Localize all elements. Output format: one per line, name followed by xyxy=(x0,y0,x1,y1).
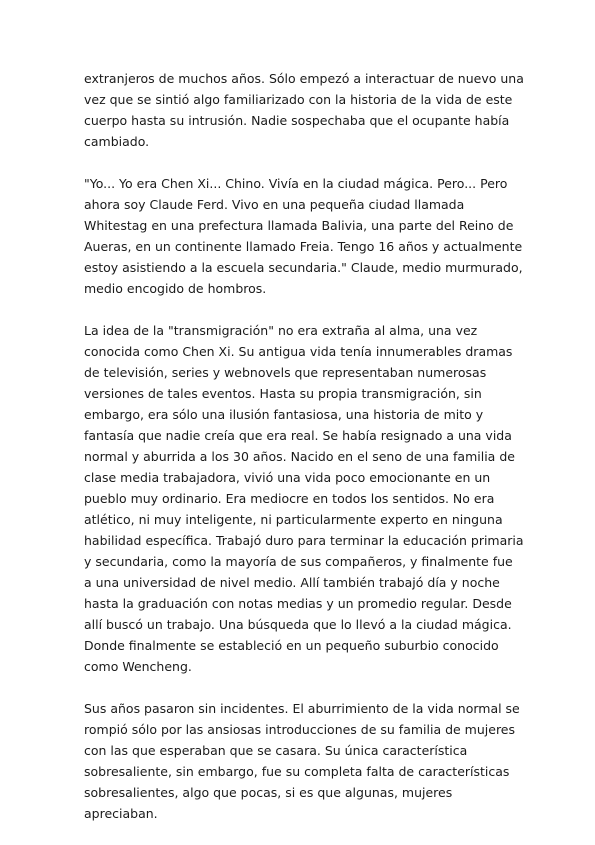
document-body xyxy=(84,68,524,845)
paragraph-1: extranjeros de muchos años. Sólo empezó a interactuar de nuevo una vez que se sintió algo familiarizado con la historia de la vida de este cuerpo hasta su intrusión. Nadie sospechaba que el ocupante había cambiado. xyxy=(84,71,524,149)
paragraph-4: Sus años pasaron sin incidentes. El aburrimiento de la vida normal se rompió sólo por las ansiosas introducciones de su familia de mujeres con las que esperaban que se casara. Su única característica sobresaliente, sin embargo, fue su completa falta de características sobresalientes, algo que pocas, si es que algunas, mujeres apreciaban. xyxy=(84,701,520,821)
paragraph-2: "Yo... Yo era Chen Xi... Chino. Vivía en la ciudad mágica. Pero... Pero ahora soy Claude Ferd. Vivo en una pequeña ciudad llamada Whitestag en una prefectura llamada Balivia, una parte del Reino de Aueras, en un continente llamado Freia. Tengo 16 años y actualmente estoy asistiendo a la escuela secundaria." Claude, medio murmurado, medio encogido de hombros. xyxy=(84,176,523,296)
paragraph-3: La idea de la "transmigración" no era extraña al alma, una vez conocida como Chen Xi. Su antigua vida tenía innumerables dramas de televisión, series y webnovels que representaban numerosas versiones de tales eventos. Hasta su propia transmigración, sin embargo, era sólo una ilusión fantasiosa, una historia de mito y fantasía que nadie creía que era real. Se había resignado a una vida normal y aburrida a los 30 años. Nacido en el seno de una familia de clase media trabajadora, vivió una vida poco emocionante en un pueblo muy ordinario. Era mediocre en todos los sentidos. No era atlético, ni muy inteligente, ni particularmente experto en ninguna habilidad específica. Trabajó duro para terminar la educación primaria y secundaria, como la mayoría de sus compañeros, y finalmente fue a una universidad de nivel medio. Allí también trabajó día y noche hasta la graduación con notas medias y un promedio regular. Desde allí buscó un trabajo. Una búsqueda que lo llevó a la ciudad mágica. Donde finalmente se estableció en un pequeño suburbio conocido como Wencheng. xyxy=(84,323,524,674)
